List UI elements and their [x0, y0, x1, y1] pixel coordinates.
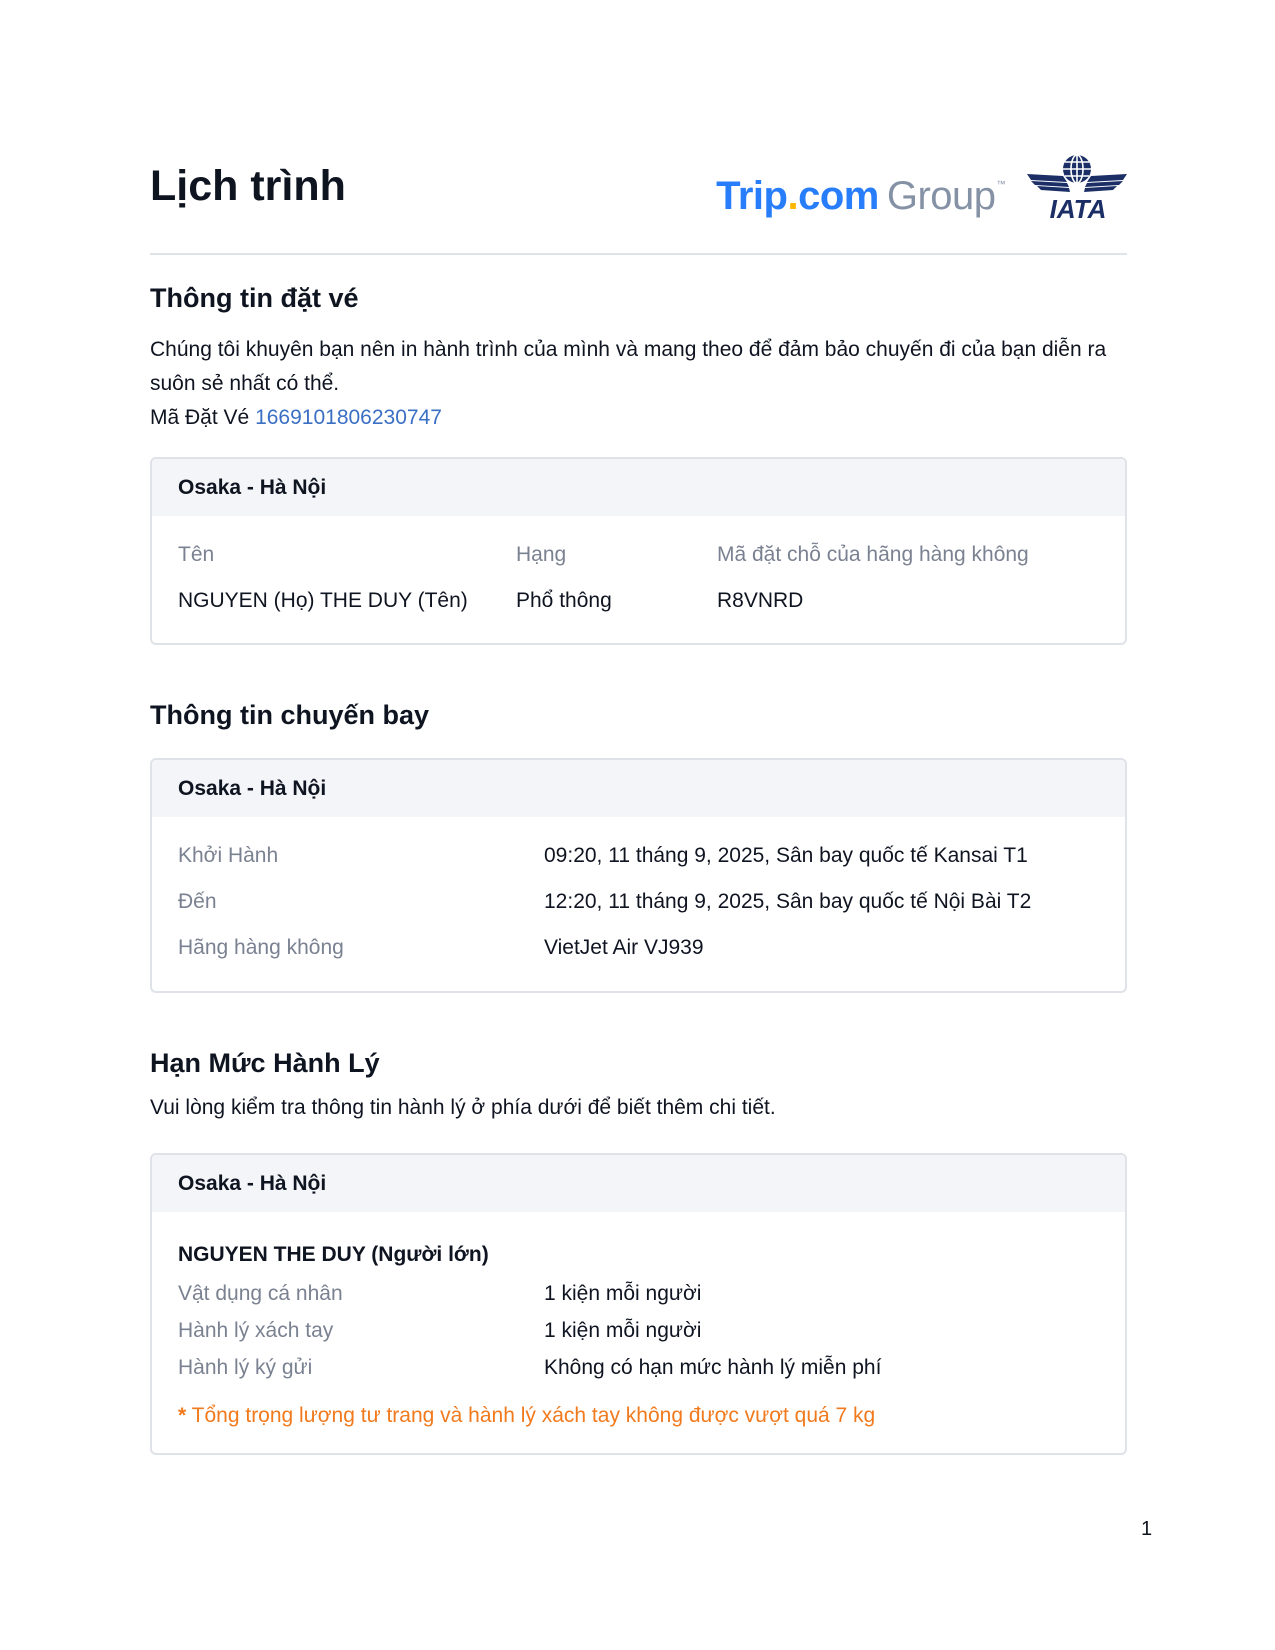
note-text: Tổng trọng lượng tư trang và hành lý xách tay không được vượt quá 7 kg [191, 1404, 876, 1427]
name-column-label: Tên [178, 543, 215, 566]
logo-trip-text: Trip [716, 174, 788, 218]
departure-label: Khởi Hành [178, 844, 279, 867]
flight-info-heading: Thông tin chuyến bay [150, 700, 430, 730]
weight-limit-note [178, 1404, 875, 1428]
logo-com-text: com [798, 174, 879, 218]
baggage-card [150, 1153, 1127, 1455]
booking-intro-text: Chúng tôi khuyên bạn nên in hành trình của mình và mang theo để đảm bảo chuyến đi của bạn diễn ra suôn sẻ nhất có thể. [150, 338, 1107, 395]
pnr-column-label: Mã đặt chỗ của hãng hàng không [717, 543, 1029, 566]
airline-value: VietJet Air VJ939 [544, 936, 704, 959]
flight-card-route: Osaka - Hà Nội [152, 760, 1125, 817]
iata-logo-icon [1027, 154, 1127, 224]
personal-item-label: Vật dụng cá nhân [178, 1282, 343, 1305]
booking-code-line [150, 401, 1130, 435]
pnr-value: R8VNRD [717, 589, 804, 612]
trip-com-group-logo [716, 174, 1005, 219]
booking-info-heading: Thông tin đặt vé [150, 283, 359, 313]
booking-intro [150, 333, 1130, 435]
iata-logo-text: IATA [1049, 194, 1107, 224]
arrival-value: 12:20, 11 tháng 9, 2025, Sân bay quốc tế Nội Bài T2 [544, 890, 1032, 913]
baggage-card-route: Osaka - Hà Nội [152, 1155, 1125, 1212]
airline-label: Hãng hàng không [178, 936, 344, 959]
baggage-passenger: NGUYEN THE DUY (Người lớn) [178, 1243, 489, 1266]
logo-dot: . [787, 174, 799, 218]
carry-on-label: Hành lý xách tay [178, 1319, 334, 1342]
cabin-class-value: Phổ thông [516, 589, 612, 612]
checked-baggage-label: Hành lý ký gửi [178, 1356, 313, 1379]
flight-card [150, 758, 1127, 993]
logos [716, 154, 1127, 224]
note-asterisk: * [178, 1404, 187, 1427]
carry-on-value: 1 kiện mỗi người [544, 1319, 702, 1342]
baggage-intro: Vui lòng kiểm tra thông tin hành lý ở phía dưới để biết thêm chi tiết. [150, 1096, 776, 1119]
booking-card-route: Osaka - Hà Nội [152, 459, 1125, 516]
page-header [150, 150, 1127, 255]
baggage-heading: Hạn Mức Hành Lý [150, 1048, 380, 1078]
class-column-label: Hạng [516, 543, 567, 566]
logo-group-text: Group [886, 174, 996, 218]
personal-item-value: 1 kiện mỗi người [544, 1282, 702, 1305]
passenger-name-value: NGUYEN (Họ) THE DUY (Tên) [178, 589, 468, 612]
page-number: 1 [1141, 1518, 1153, 1540]
page-title: Lịch trình [150, 162, 346, 210]
arrival-label: Đến [178, 890, 217, 913]
checked-baggage-value: Không có hạn mức hành lý miễn phí [544, 1356, 882, 1379]
booking-card [150, 457, 1127, 645]
logo-trademark: ™ [996, 179, 1005, 189]
booking-code-label: Mã Đặt Vé [150, 406, 250, 429]
booking-code-link[interactable]: 1669101806230747 [255, 406, 442, 429]
departure-value: 09:20, 11 tháng 9, 2025, Sân bay quốc tế Kansai T1 [544, 844, 1028, 867]
